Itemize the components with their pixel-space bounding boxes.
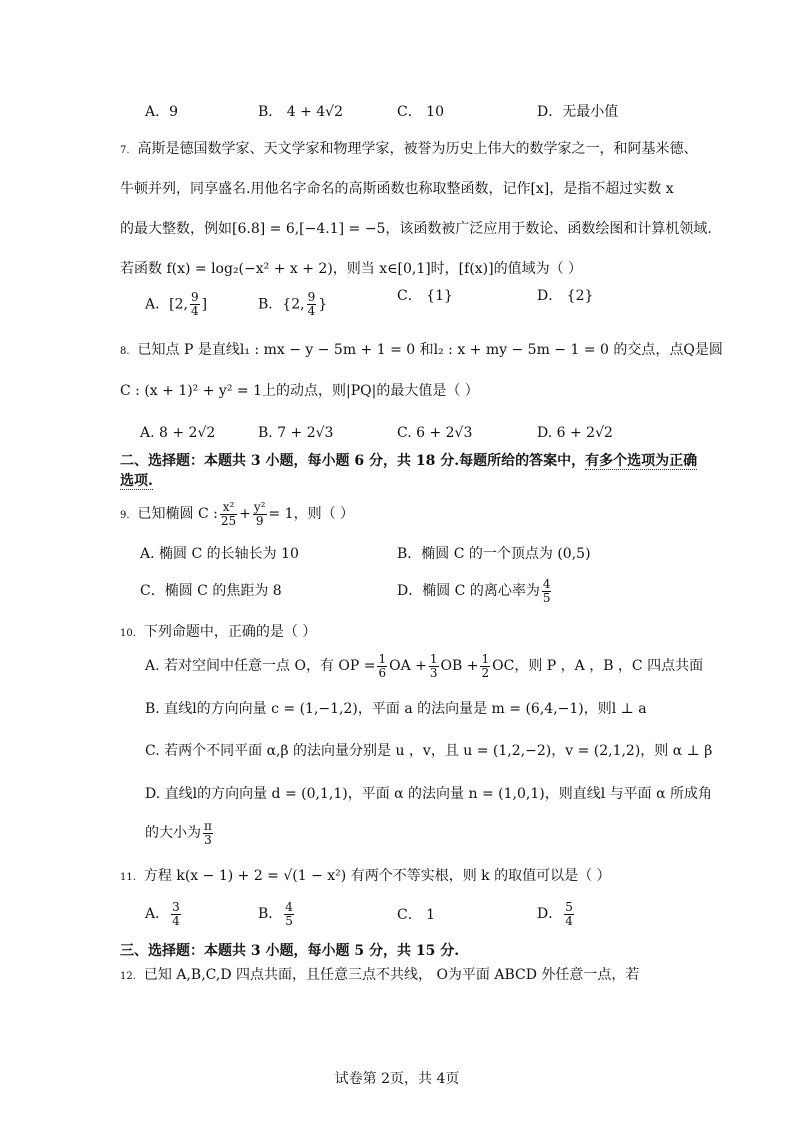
q7-option-a-expr: [2, <box>169 296 188 313</box>
q6-option-c: C． 10 <box>397 104 444 120</box>
q9-stem-pre: 已知椭圆 C : <box>137 506 218 522</box>
q10-a-fraction-2 <box>429 653 439 680</box>
section-2-heading-line-1 <box>120 452 697 470</box>
q8-option-b: B. 7 + 2√3 <box>258 425 334 441</box>
q7-option-b <box>258 291 327 318</box>
q7-option-d: D． {2} <box>537 288 594 304</box>
fraction-denominator: 5 <box>542 590 551 605</box>
fraction-numerator: 1 <box>378 651 387 666</box>
fraction-denominator: 4 <box>172 913 180 928</box>
fraction-denominator: 9 <box>255 513 264 528</box>
q8-option-d: D. 6 + 2√2 <box>537 425 613 441</box>
fraction-numerator: 3 <box>172 899 180 914</box>
fraction-denominator: 4 <box>190 304 199 318</box>
fraction-numerator: π <box>204 818 212 833</box>
q11-option-b-label: B． <box>258 906 283 922</box>
q9-plus: + <box>239 506 251 522</box>
q10-option-a <box>145 649 703 683</box>
q10-option-d-line-2 <box>145 816 215 850</box>
q9-stem-post: = 1，则（ ） <box>268 506 355 522</box>
fraction-numerator: 4 <box>285 899 293 914</box>
q9-fraction-1 <box>220 501 237 528</box>
q9-number: 9. <box>120 510 130 521</box>
section-2-heading-line-2 <box>120 472 153 490</box>
q6-option-d: D．无最小值 <box>537 104 619 120</box>
q7-line-4: 若函数 f(x) = log₂(−x² + x + 2)，则当 x∈[0,1]时，[f(x)]的值域为（ ） <box>120 261 583 277</box>
q7-line-2: 牛顿并列，同享盛名.用他名字命名的高斯函数也称取整函数，记作[x]，是指不超过实数 x <box>120 181 674 197</box>
q8-line-2: C : (x + 1)² + y² = 1上的动点，则|PQ|的最大值是（ ） <box>120 383 479 399</box>
q7-option-a-close: ] <box>201 296 208 313</box>
q9-option-a: A. 椭圆 C 的长轴长为 10 <box>140 546 299 562</box>
q10-stem-text: 下列命题中，正确的是（ ） <box>143 624 317 640</box>
q11-option-d-fraction <box>564 901 574 928</box>
q11-option-b <box>258 897 296 931</box>
fraction-denominator: 3 <box>204 832 212 847</box>
fraction-denominator: 2 <box>481 665 490 680</box>
q7-number: 7. <box>120 145 130 156</box>
q10-number: 10. <box>120 628 136 639</box>
fraction-denominator: 4 <box>307 304 316 318</box>
q10-d-fraction <box>203 820 213 847</box>
fraction-denominator: 25 <box>220 513 237 528</box>
q9-option-d <box>397 575 553 607</box>
q11-option-c: C． 1 <box>397 907 436 923</box>
q11-number: 11. <box>120 872 136 883</box>
fraction-numerator: x² <box>220 501 237 515</box>
fraction-denominator: 3 <box>429 665 438 680</box>
section-2-emphasis-cont: 选项. <box>120 473 153 489</box>
q9-option-d-text: D．椭圆 C 的离心率为 <box>397 583 540 599</box>
q10-stem <box>120 623 316 643</box>
q7-line-1 <box>120 140 698 160</box>
q11-option-a-fraction <box>171 901 181 928</box>
q7-option-b-fraction <box>307 291 317 318</box>
fraction-denominator: 6 <box>378 665 387 680</box>
q7-line-3: 的最大整数，例如[6.8] = 6,[−4.1] = −5，该函数被广泛应用于数论、函数绘图和计算机领域. <box>120 221 712 237</box>
q11-option-d-label: D． <box>537 906 563 922</box>
q9-option-b: B．椭圆 C 的一个顶点为 (0,5) <box>397 546 591 562</box>
q8-number: 8. <box>120 346 130 357</box>
q12-number: 12. <box>120 971 136 982</box>
section-2-heading: 二、选择题：本题共 3 小题，每小题 6 分，共 18 分.每题所给的答案中， <box>120 453 586 469</box>
q11-option-d <box>537 897 576 931</box>
q7-text-1: 高斯是德国数学家、天文学家和物理学家，被誉为历史上伟大的数学家之一，和阿基米德、 <box>137 141 698 157</box>
q8-text-1: 已知点 P 是直线l₁ : mx − y − 5m + 1 = 0 和l₂ : x + my − 5m − 1 = 0 的交点，点Q是圆 <box>137 342 723 358</box>
q11-stem <box>120 867 611 887</box>
q7-option-b-expr: {2, <box>282 296 305 313</box>
fraction-numerator: y² <box>253 499 266 514</box>
fraction-numerator: 5 <box>565 899 573 914</box>
fraction-numerator: 9 <box>190 290 199 304</box>
q10-a-term-2: OB + <box>440 658 479 674</box>
q10-a-fraction-1 <box>377 653 387 680</box>
q7-option-b-label: B． <box>258 296 283 313</box>
q9-option-c: C．椭圆 C 的焦距为 8 <box>140 583 282 599</box>
q9-stem <box>120 497 354 533</box>
q8-option-a: A. 8 + 2√2 <box>140 425 216 441</box>
q7-option-a-label: A． <box>145 296 170 313</box>
section-2-emphasis: 有多个选项为正确 <box>585 453 698 469</box>
section-3-heading: 三、选择题：本题共 3 小题，每小题 5 分，共 15 分. <box>120 943 460 959</box>
q11-option-a <box>145 897 183 931</box>
q7-option-a <box>145 291 207 318</box>
q12-stem-text: 已知 A,B,C,D 四点共面，且任意三点不共线， O为平面 ABCD 外任意一点，若 <box>143 967 640 983</box>
q10-a-pre: A. 若对空间中任意一点 O，有 OP = <box>145 658 376 674</box>
fraction-numerator: 9 <box>307 290 316 304</box>
q10-d-pre: 的大小为 <box>145 825 201 841</box>
q6-option-b: B． 4 + 4√2 <box>258 104 344 120</box>
q10-a-post: OC，则 P ，A ，B ，C 四点共面 <box>492 658 704 674</box>
fraction-numerator: 1 <box>481 651 490 666</box>
q12-stem <box>120 966 639 986</box>
q9-fraction-2 <box>253 501 267 528</box>
page-footer: 试卷第 2页，共 4页 <box>334 1071 460 1087</box>
q7-option-c: C． {1} <box>397 288 453 304</box>
fraction-numerator: 4 <box>542 576 551 591</box>
q10-option-c: C. 若两个不同平面 α,β 的法向量分别是 u ，v，且 u = (1,2,−2)，v = (2,1,2)，则 α ⊥ β <box>145 743 713 759</box>
fraction-denominator: 5 <box>285 913 293 928</box>
q11-stem-text: 方程 k(x − 1) + 2 = √(1 − x²) 有两个不等实根，则 k 的取值可以是（ ） <box>143 868 611 884</box>
q9-option-d-fraction <box>542 578 552 605</box>
q10-a-fraction-3 <box>480 653 490 680</box>
fraction-denominator: 4 <box>565 913 573 928</box>
q8-option-c: C. 6 + 2√3 <box>397 425 473 441</box>
fraction-numerator: 1 <box>429 651 438 666</box>
q8-line-1 <box>120 341 723 361</box>
q7-option-b-close: } <box>318 296 328 313</box>
q10-option-d-line-1: D. 直线l的方向向量 d = (0,1,1)，平面 α 的法向量 n = (1,0,1)，则直线l 与平面 α 所成角 <box>145 786 712 802</box>
q10-option-b: B. 直线l的方向向量 c = (1,−1,2)，平面 a 的法向量是 m = (6,4,−1)，则l ⊥ a <box>145 701 647 717</box>
q11-option-a-label: A． <box>145 906 170 922</box>
q7-option-a-fraction <box>190 291 200 318</box>
q11-option-b-fraction <box>284 901 294 928</box>
q6-option-a: A．9 <box>145 104 179 120</box>
q10-a-term-1: OA + <box>389 658 427 674</box>
